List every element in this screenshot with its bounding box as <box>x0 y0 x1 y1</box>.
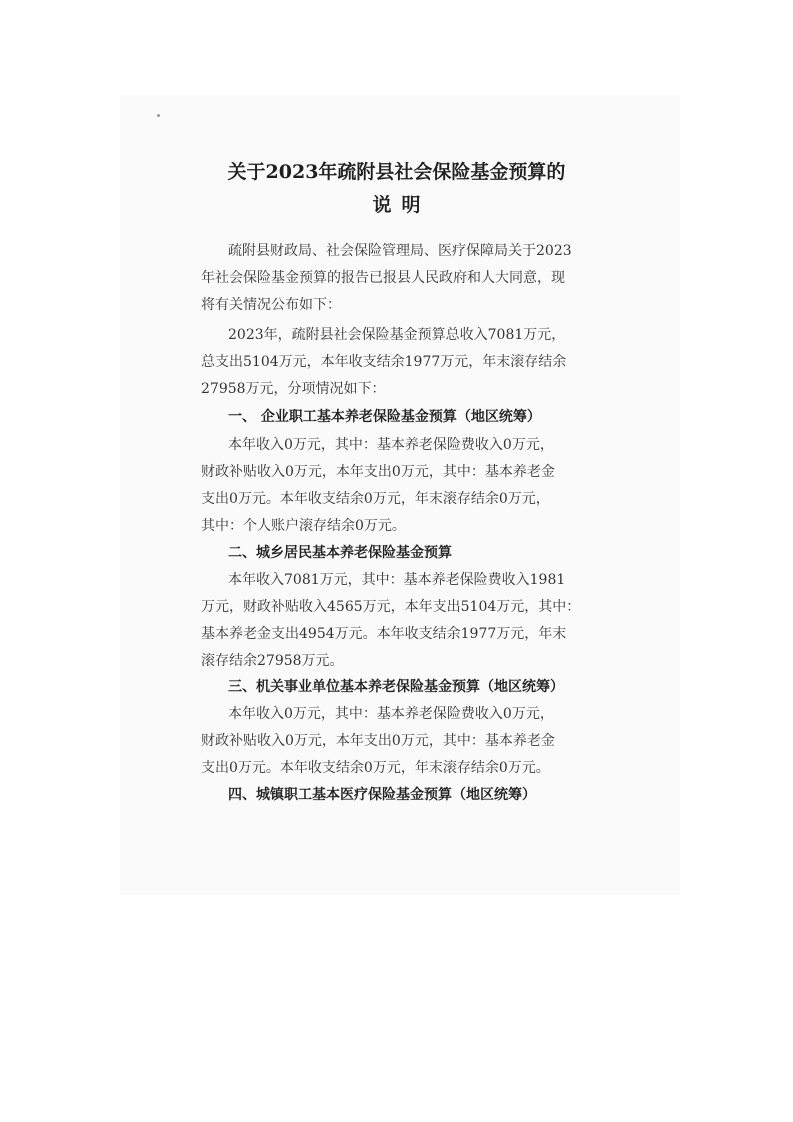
section-heading: 二、城乡居民基本养老保险基金预算 <box>228 545 452 561</box>
section-line: 滚存结余27958万元。 <box>201 653 344 669</box>
summary-line: 总支出5104万元，本年收支结余1977万元，年末滚存结余 <box>201 354 567 370</box>
intro-line: 疏附县财政局、社会保险管理局、医疗保障局关于2023 <box>228 243 572 259</box>
section-line: 财政补贴收入0万元，本年支出0万元，其中：基本养老金 <box>201 464 555 480</box>
section-heading: 四、城镇职工基本医疗保险基金预算（地区统筹） <box>228 787 536 803</box>
scan-speck <box>157 114 160 117</box>
document-subtitle: 说明 <box>372 194 431 216</box>
section-line: 支出0万元。本年收支结余0万元，年末滚存结余0万元。 <box>201 760 550 776</box>
section-line: 本年收入0万元，其中：基本养老保险费收入0万元， <box>228 437 554 453</box>
document-title: 关于2023年疏附县社会保险基金预算的 <box>227 161 566 183</box>
section-line: 本年收入0万元，其中：基本养老保险费收入0万元， <box>228 706 554 722</box>
section-line: 万元，财政补贴收入4565万元，本年支出5104万元，其中： <box>201 599 581 615</box>
section-heading: 三、机关事业单位基本养老保险基金预算（地区统筹） <box>228 679 564 695</box>
section-line: 基本养老金支出4954万元。本年收支结余1977万元，年末 <box>201 626 567 642</box>
intro-line: 将有关情况公布如下： <box>201 297 341 313</box>
intro-line: 年社会保险基金预算的报告已报县人民政府和人大同意，现 <box>201 270 565 286</box>
section-line: 支出0万元。本年收支结余0万元，年末滚存结余0万元， <box>201 491 550 507</box>
section-line: 财政补贴收入0万元，本年支出0万元，其中：基本养老金 <box>201 733 555 749</box>
summary-line: 2023年，疏附县社会保险基金预算总收入7081万元， <box>228 327 566 343</box>
section-heading: 一、 企业职工基本养老保险基金预算（地区统筹） <box>228 409 541 425</box>
section-line: 其中：个人账户滚存结余0万元。 <box>201 518 406 534</box>
section-line: 本年收入7081万元，其中：基本养老保险费收入1981 <box>228 572 566 588</box>
summary-line: 27958万元，分项情况如下： <box>201 381 386 397</box>
